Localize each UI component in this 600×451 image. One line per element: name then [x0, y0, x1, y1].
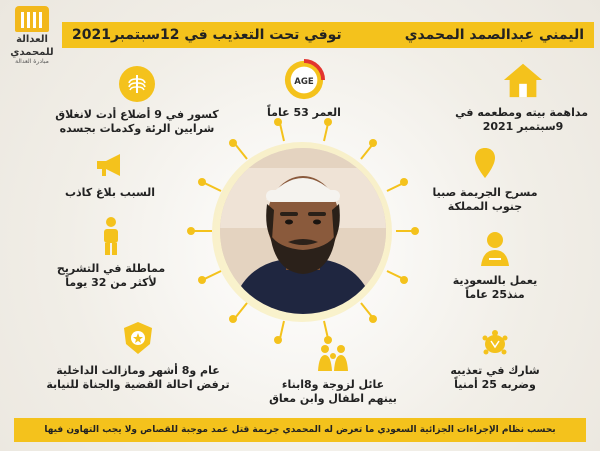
footer-text: بحسب نظام الإجراءات الجزائية السعودي ما تعرض له المحمدي جريمة قتل عمد موجبة للقصاص ولا يجب التهاون فيها	[44, 425, 556, 435]
turtle-icon	[474, 328, 516, 358]
footer-banner	[14, 418, 586, 442]
police-badge-icon	[117, 318, 159, 358]
autopsy-line-2: لأكثر من 32 يوماً	[65, 276, 157, 289]
logo-subtitle: مبادرة العدالة	[15, 58, 49, 65]
portrait-ray-dot	[400, 276, 408, 284]
portrait-ray-dot	[198, 276, 206, 284]
portrait-ray-dot	[369, 315, 377, 323]
person-icon	[90, 216, 132, 256]
torture-line-2: وضربه 25 أمنياً	[454, 378, 536, 391]
portrait-ray-dot	[411, 227, 419, 235]
work-line-1: يعمل بالسعودية	[452, 274, 538, 287]
logo-name-2: للمحمدي	[10, 47, 54, 58]
crime-scene-line-1: مسرح الجريمة صبيا	[432, 186, 538, 199]
portrait-ray	[192, 230, 212, 232]
family-line-2: بينهم اطفال وابن معاق	[269, 392, 397, 405]
worker-icon	[474, 228, 516, 268]
family-icon	[312, 342, 354, 372]
police-line-1: عام و8 أشهر ومازالت الداخلية	[56, 364, 220, 377]
raid-line-1: مداهمة بيته ومطعمه في	[455, 106, 588, 119]
house-icon	[502, 60, 544, 100]
logo	[6, 4, 58, 64]
portrait-ray-dot	[187, 227, 195, 235]
ribcage-icon	[119, 66, 155, 102]
crime-scene-line-2: جنوب المملكة	[447, 200, 523, 213]
info-autopsy	[46, 216, 176, 290]
info-ribs	[42, 66, 232, 136]
police-line-2: ترفض احالة القضية والجناة للنيابة	[46, 378, 230, 391]
info-work	[440, 228, 550, 302]
location-pin-icon	[464, 146, 506, 180]
megaphone-icon	[89, 150, 131, 180]
info-family	[268, 342, 398, 406]
age-badge-text: AGE	[294, 76, 314, 87]
autopsy-line-1: مماطلة في التشريح	[56, 262, 166, 275]
info-police	[38, 318, 238, 392]
work-line-2: منذ25 عاماً	[465, 288, 525, 301]
justice-pillar-icon	[15, 6, 49, 32]
age-line-1: العمر 53 عاماً	[267, 106, 341, 119]
info-torture	[440, 328, 550, 392]
title-bar	[62, 22, 594, 48]
age-icon	[283, 60, 325, 100]
family-line-1: عائل لزوجة و8ابناء	[281, 378, 385, 391]
info-crime-scene	[420, 146, 550, 214]
info-reason	[50, 150, 170, 200]
title-death-date: توفي تحت التعذيب في 12سبتمبر2021	[72, 27, 342, 43]
title-name: اليمني عبدالصمد المحمدي	[404, 27, 584, 43]
ribs-line-1: كسور في 9 أضلاع أدت لانغلاق	[55, 108, 219, 121]
reason-line-1: السبب بلاغ كاذب	[64, 186, 156, 199]
torture-line-1: شارك في تعذيبه	[450, 364, 540, 377]
info-raid	[455, 60, 588, 134]
logo-name: العدالة	[16, 34, 48, 45]
info-age	[264, 60, 344, 120]
raid-line-2: 9سبتمبر 2021	[482, 120, 564, 133]
victim-portrait	[220, 148, 386, 314]
ribs-line-2: شرايين الرئة وكدمات بجسده	[59, 122, 215, 135]
